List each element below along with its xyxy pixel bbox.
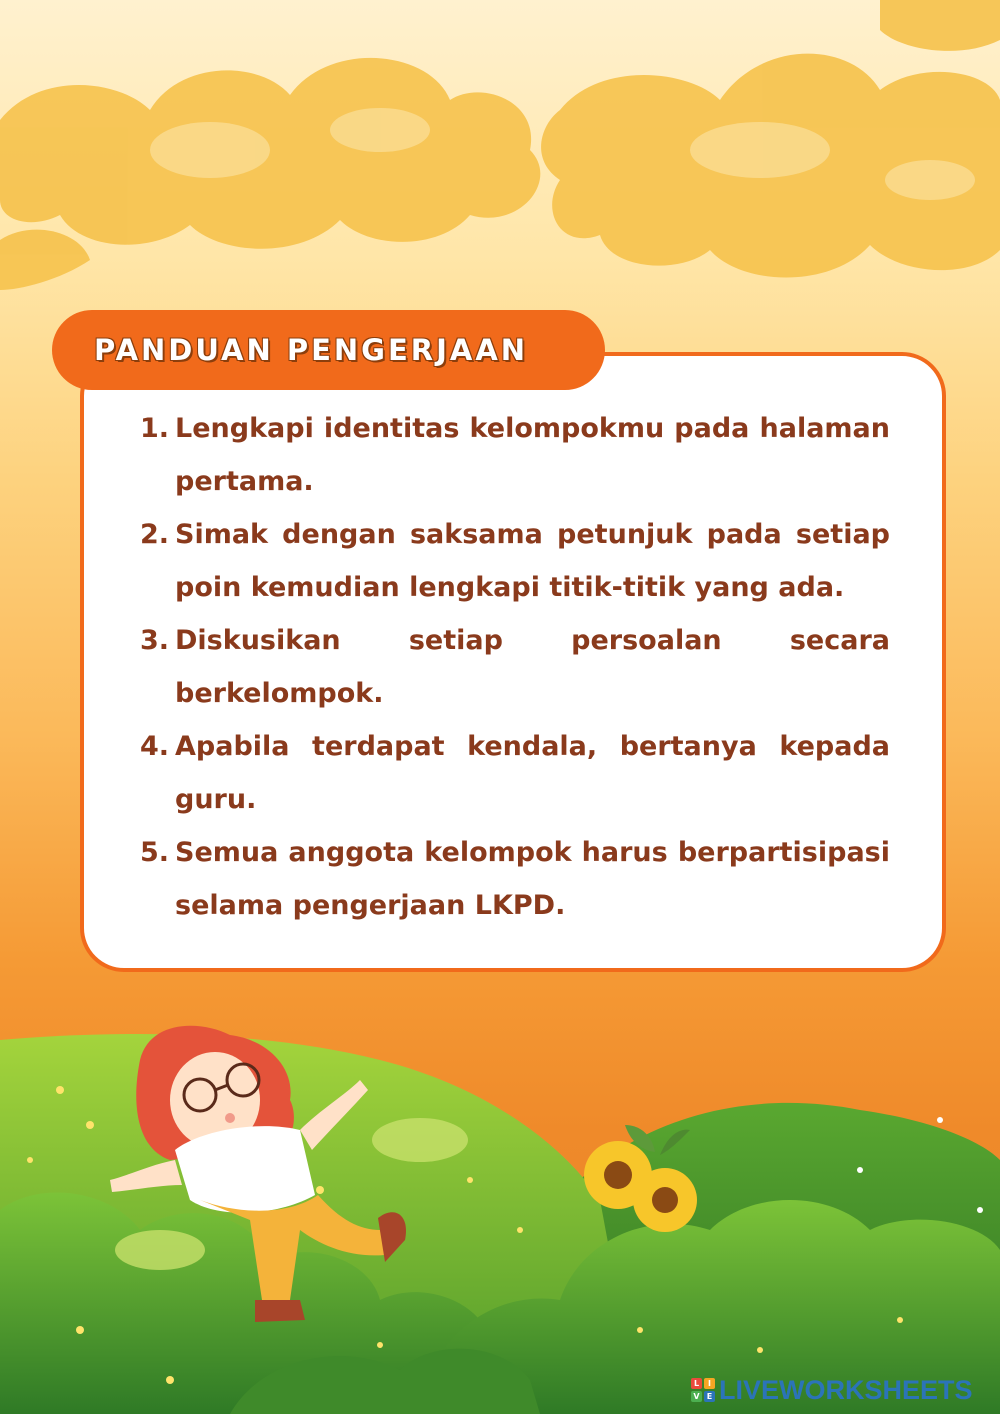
list-item [140, 402, 890, 508]
liveworksheets-logo[interactable] [691, 1375, 973, 1405]
list-item [140, 826, 890, 932]
list-item [140, 720, 890, 826]
item-number: 2. [140, 519, 170, 550]
item-text: Lengkapi identitas kelompokmu pada halaman pertama. [175, 413, 890, 497]
item-number: 4. [140, 731, 170, 762]
item-text: Apabila terdapat kendala, bertanya kepada guru. [175, 731, 890, 815]
list-item [140, 614, 890, 720]
item-number: 5. [140, 837, 170, 868]
logo-text: LIVEWORKSHEETS [719, 1374, 973, 1405]
item-number: 1. [140, 413, 170, 444]
instructions-list [140, 402, 890, 932]
logo-letter: V [691, 1391, 702, 1402]
item-number: 3. [140, 625, 170, 656]
logo-letter: L [691, 1378, 702, 1389]
item-text: Semua anggota kelompok harus berpartisipasi selama pengerjaan LKPD. [175, 837, 890, 921]
list-item [140, 508, 890, 614]
page-title: PANDUAN PENGERJAAN [94, 333, 529, 367]
item-text: Simak dengan saksama petunjuk pada setiap poin kemudian lengkapi titik-titik yang ada. [175, 519, 890, 603]
item-text: Diskusikan setiap persoalan secara berkelompok. [175, 625, 890, 709]
logo-letter: E [704, 1391, 715, 1402]
cloud-icon [0, 58, 540, 290]
logo-letter: I [704, 1378, 715, 1389]
logo-grid-icon [691, 1378, 715, 1402]
title-tab [52, 310, 605, 390]
